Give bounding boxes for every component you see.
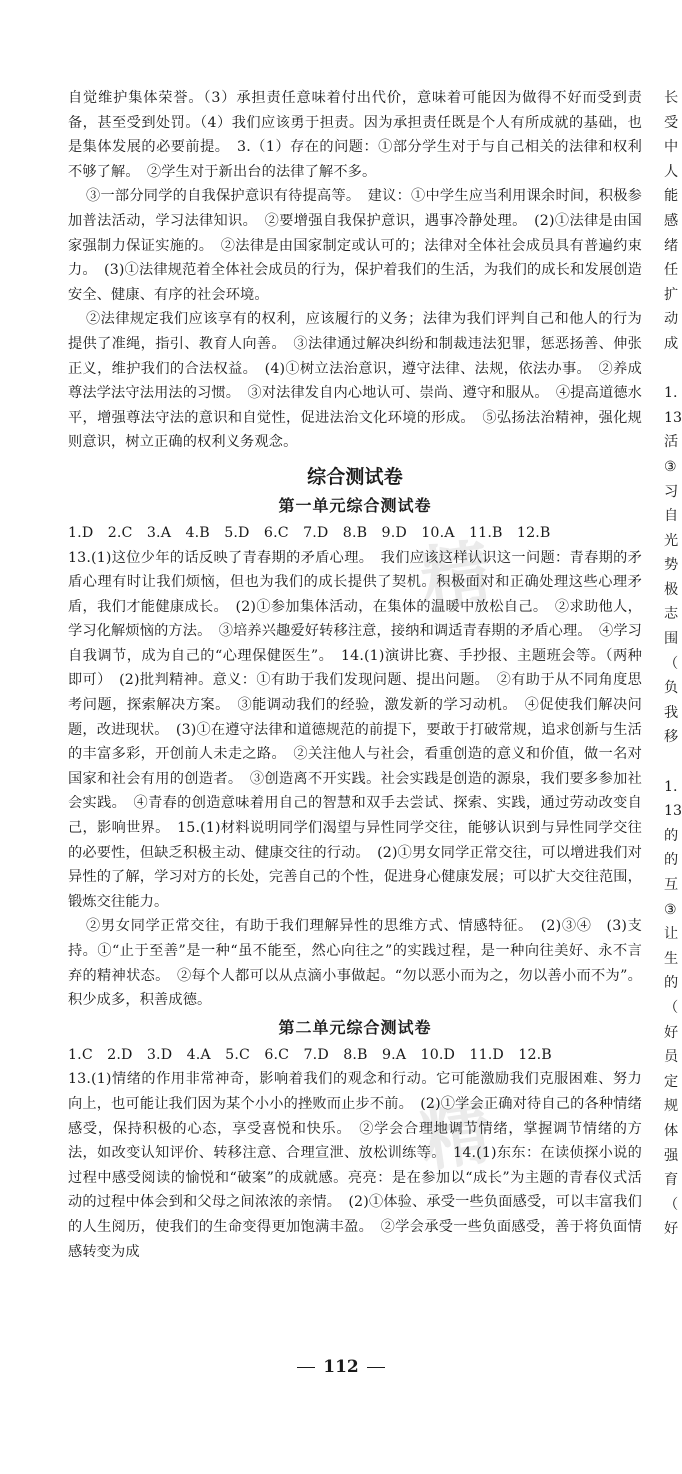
top-paragraph-3: ②法律规定我们应该享有的权利，应该履行的义务；法律为我们评判自己和他人的行为提供了准绳，指引、教育人向善。 ③法律通过解决纠纷和制裁违法犯罪，惩恶扬善、伸张正义，维护我们的合法权益。 (4)①树立法治意识，遵守法律、法规，依法办事。 ②养成尊法学法守法用法的习惯。 ③对法律发自内心地认可、崇尚、遵守和服从。 ④提高道德水平，增强尊法守法的意识和自觉性，促进法治文化环境的形成。 ⑤弘扬法治精神，强化规则意识，树立正确的权利义务观念。 (68, 311, 642, 451)
adjacent-column-fragment: 受 (664, 114, 679, 131)
adjacent-column-fragment: 成 (664, 335, 679, 352)
page-number (0, 1357, 682, 1377)
adjacent-column-fragment: 任 (664, 262, 679, 279)
adjacent-column-fragment: 志 (664, 606, 679, 623)
adjacent-column-fragment: 体 (664, 1122, 679, 1139)
adjacent-column-fragment: ③ (664, 901, 677, 918)
unit1-paragraph-2: ②男女同学正常交往，有助于我们理解异性的思维方式、情感特征。 (2)③④ (3)支持。①“止于至善”是一种“虽不能至，然心向往之”的实践过程，是一种向往美好、永不言弃的精神状态。 ②每个人都可以从点滴小事做起。“勿以恶小而为之，勿以善小而不为”。积少成多，积善成德。 (68, 918, 642, 1009)
adjacent-column-fragment: 强 (664, 1147, 679, 1164)
unit1-paragraph-1: 13.(1)这位少年的话反映了青春期的矛盾心理。 我们应该这样认识这一问题：青春期的矛盾心理有时让我们烦恼，但也为我们的成长提供了契机。积极面对和正确处理这些心理矛盾，我们才能健康成长。 (2)①参加集体活动，在集体的温暖中放松自己。 ②求助他人，学习化解烦恼的方法。 ③培养兴趣爱好转移注意，接纳和调适青春期的矛盾心理。 ④学习自我调节，成为自己的“心理保健医生”。 14.(1)演讲比赛、手抄报、主题班会等。（两种即可） (2)批判精神。意义：①有助于我们发现问题、提出问题。 ②有助于从不同角度思考问题，探索解决方案。 ③能调动我们的经验，激发新的学习动机。 ④促使我们解决问题，改进现状。 (3)①在遵守法律和道德规范的前提下，要敢于打破常规，追求创新与生活的丰富多彩，开创前人未走之路。 ②关注他人与社会，看重创造的意义和价值，做一名对国家和社会有用的创造者。 ③创造离不开实践。社会实践是创造的源泉，我们要多参加社会实践。 ④青春的创造意味着用自己的智慧和双手去尝试、探索、实践，通过劳动改变自己，影响世界。 15.(1)材料说明同学们渴望与异性同学交往，能够认识到与异性同学交往的必要性，但缺乏积极主动、健康交往的行动。 (2)①男女同学正常交往，可以增进我们对异性的了解，学习对方的长处，完善自己的个性，促进身心健康发展；可以扩大交往范围，锻炼交往能力。 (68, 549, 642, 910)
adjacent-column-fragment: 育 (664, 1172, 679, 1189)
adjacent-column-fragment: 的 (664, 852, 679, 869)
adjacent-column-fragment: 1. (664, 385, 678, 402)
adjacent-column-fragment: 1. (664, 778, 678, 795)
adjacent-column-fragment: 的 (664, 975, 679, 992)
adjacent-column-fragment: （ (664, 1196, 679, 1213)
adjacent-column-fragment: 势 (664, 557, 679, 574)
top-paragraph-2: ③一部分同学的自我保护意识有待提高等。 建议：①中学生应当利用课余时间，积极参加普法活动，学习法律知识。 ②要增强自我保护意识，遇事冷静处理。 (2)①法律是由国家强制力保证实施的。 ②法律是由国家制定或认可的；法律对全体社会成员具有普遍约束力。 (3)①法律规范着全体社会成员的行为，保护着我们的生活，为我们的成长和发展创造安全、健康、有序的社会环境。 (68, 188, 642, 303)
adjacent-column-fragment: ③ (664, 458, 677, 475)
top-paragraph-1: 自觉维护集体荣誉。（3）承担责任意味着付出代价，意味着可能因为做得不好而受到责备，甚至受到处罚。（4）我们应该勇于担责。因为承担责任既是个人有所成就的基础，也是集体发展的必要前提。 3.（1）存在的问题：①部分学生对于与自己相关的法律和权利不够了解。 ②学生对于新出台的法律了解不多。 (68, 90, 642, 180)
watermark: 精 (415, 1090, 503, 1182)
unit2-paragraph-1: 13.(1)情绪的作用非常神奇，影响着我们的观念和行动。它可能激励我们克服困难、努力向上，也可能让我们因为某个小小的挫败而止步不前。 (2)①学会正确对待自己的各种情绪感受，保持积极的心态，享受喜悦和快乐。 ②学会合理地调节情绪，掌握调节情绪的方法，如改变认知评价、转移注意、合理宣泄、放松训练等。 14.(1)东东：在读侦探小说的过程中感受阅读的愉悦和“破案”的成就感。亮亮：是在参加以“成长”为主题的青春仪式活动的过程中体会到和父母之间浓浓的亲情。 (2)①体验、承受一些负面感受，可以丰富我们的人生阅历，使我们的生命变得更加饱满丰盈。 ②学会承受一些负面感受，善于将负面情感转变为成 (68, 1071, 642, 1260)
folio-dash-right (367, 1367, 385, 1368)
adjacent-column-fragment: 互 (664, 877, 679, 893)
unit1-title: 第一单元综合测试卷 (278, 495, 432, 515)
adjacent-column-fragment: 负 (664, 680, 679, 697)
adjacent-column-fragment: 感 (664, 212, 679, 229)
main-column (68, 86, 642, 1264)
adjacent-column-fragment: 极 (664, 581, 679, 598)
adjacent-column-fragment: 生 (664, 950, 679, 967)
adjacent-column-fragment: 规 (664, 1098, 679, 1115)
adjacent-column-fragment: 中 (664, 139, 679, 156)
adjacent-column-fragment (664, 750, 682, 775)
adjacent-column-fragment (664, 357, 682, 382)
adjacent-column-fragment: 自 (664, 508, 679, 525)
section-title: 综合测试卷 (307, 465, 403, 488)
adjacent-column-fragment: 扩 (664, 286, 679, 303)
unit1-choice-answers: 1.D 2.C 3.A 4.B 5.D 6.C 7.D 8.B 9.D 10.A 11.B 12.B (68, 524, 551, 541)
unit2-title: 第二单元综合测试卷 (278, 1017, 432, 1037)
adjacent-column-fragment: 活 (664, 434, 679, 451)
adjacent-column-fragment: 长 (664, 90, 679, 106)
unit2-choice-answers: 1.C 2.D 3.D 4.A 5.C 6.C 7.D 8.B 9.A 10.D 11.D 12.B (68, 1046, 552, 1063)
adjacent-column-fragment: 让 (664, 926, 679, 943)
watermark: 精 (415, 530, 503, 622)
adjacent-column-fragment: 能 (664, 188, 679, 205)
adjacent-column-fragment: 好 (664, 1024, 679, 1041)
adjacent-column-fragment: 定 (664, 1073, 679, 1090)
adjacent-column-fragment: （ (664, 999, 679, 1016)
adjacent-column-fragment: 13 (664, 409, 682, 426)
adjacent-column-fragment: （ (664, 655, 679, 672)
adjacent-column-fragment: 绪 (664, 237, 679, 254)
adjacent-column-fragment: 动 (664, 311, 679, 328)
page-number-text: 112 (323, 1357, 359, 1377)
adjacent-column-fragment: 移 (664, 729, 679, 746)
adjacent-column-fragment: 光 (664, 532, 679, 549)
adjacent-column-fragment: 人 (664, 163, 679, 180)
adjacent-column-fragment: 员 (664, 1049, 679, 1066)
adjacent-column-fragment: 的 (664, 827, 679, 844)
adjacent-column-edge (664, 86, 682, 1242)
adjacent-column-fragment: 习 (664, 483, 679, 500)
adjacent-column-fragment: 我 (664, 704, 679, 721)
folio-dash-left (297, 1367, 315, 1368)
adjacent-column-fragment: 围 (664, 631, 679, 648)
adjacent-column-fragment: 13 (664, 803, 682, 820)
adjacent-column-fragment: 好 (664, 1221, 679, 1238)
